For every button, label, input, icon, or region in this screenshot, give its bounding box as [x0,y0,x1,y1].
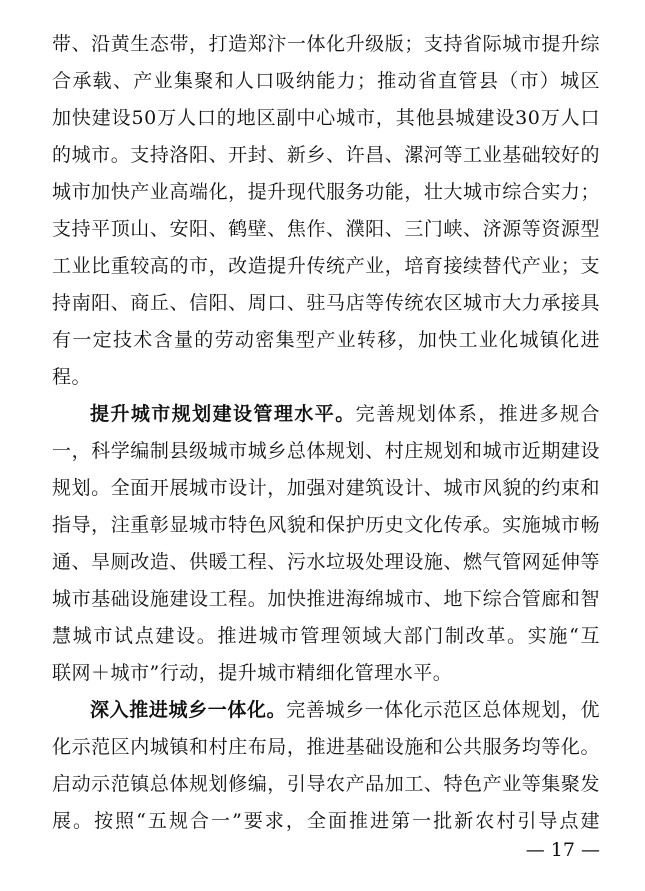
text-line: 支持平顶山、安阳、鹤壁、焦作、濮阳、三门峡、济源等资源型 [52,218,600,240]
paragraph-first-line [90,402,600,426]
text-line: 规划。全面开展城市设计，加强对建筑设计、城市风貌的约束和 [52,477,600,499]
text-line: 启动示范镇总体规划修编，引导农产品加工、特色产业等集聚发 [52,773,600,795]
section-heading: 深入推进城乡一体化。 [90,699,287,721]
text-line: 城市基础设施建设工程。加快推进海绵城市、地下综合管廊和智 [52,588,600,610]
paragraph-first-line [90,698,600,722]
text-span: 完善城乡一体化示范区总体规划，优 [286,699,600,721]
text-line: 慧城市试点建设。推进城市管理领域大部门制改革。实施“互 [52,625,600,647]
text-line: 的城市。支持洛阳、开封、新乡、许昌、漯河等工业基础较好的 [52,144,600,166]
text-line: 带、沿黄生态带，打造郑汴一体化升级版；支持省际城市提升综 [52,33,600,55]
text-line: 程。 [52,366,92,388]
text-line: 工业比重较高的市，改造提升传统产业，培育接续替代产业；支 [52,255,600,277]
text-line: 展。按照“五规合一”要求，全面推进第一批新农村引导点建 [52,810,600,832]
text-line: 一，科学编制县级城市城乡总体规划、村庄规划和城市近期建设 [52,440,600,462]
text-span: 完善规划体系，推进多规合 [355,403,600,425]
text-line: 加快建设50万人口的地区副中心城市，其他县城建设30万人口 [52,107,600,129]
text-line: 合承载、产业集聚和人口吸纳能力；推动省直管县（市）城区 [52,70,600,92]
text-line: 化示范区内城镇和村庄布局，推进基础设施和公共服务均等化。 [52,736,600,758]
page-number: — 17 — [525,839,600,861]
text-line: 持南阳、商丘、信阳、周口、驻马店等传统农区城市大力承接具 [52,292,600,314]
text-line: 通、旱厕改造、供暖工程、污水垃圾处理设施、燃气管网延伸等 [52,551,600,573]
text-line: 城市加快产业高端化，提升现代服务功能，壮大城市综合实力； [52,181,600,203]
text-line: 指导，注重彰显城市特色风貌和保护历史文化传承。实施城市畅 [52,514,600,536]
section-heading: 提升城市规划建设管理水平。 [90,403,356,425]
text-line: 有一定技术含量的劳动密集型产业转移，加快工业化城镇化进 [52,329,600,351]
text-line: 联网＋城市”行动，提升城市精细化管理水平。 [52,662,453,684]
